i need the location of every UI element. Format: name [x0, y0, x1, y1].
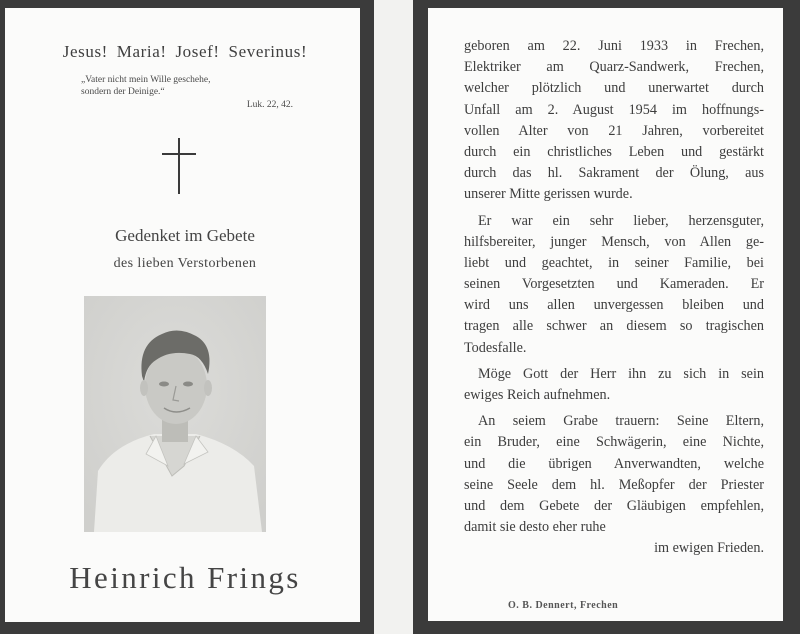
text-line: wird uns allen unvergessen bleiben und — [464, 297, 764, 314]
deceased-name: Heinrich Frings — [69, 560, 301, 595]
text-line: und dem Gebete der Gläubigen empfehlen, — [464, 497, 764, 514]
text-line: unserer Mitte gerissen wurde. — [464, 186, 633, 203]
quote-line: sondern der Deinige.“ — [81, 87, 165, 97]
text-line: Unfall am 2. August 1954 im hoffnungs- — [464, 101, 764, 118]
printer-imprint: O. B. Dennert, Frechen — [508, 600, 619, 611]
text-line: Elektriker am Quarz-Sandwerk, Frechen, — [464, 59, 764, 76]
text-line: und die übrigen Anverwandten, welche — [464, 455, 764, 472]
memorial-subheading: des lieben Verstorbenen — [113, 256, 257, 271]
closing-line: im ewigen Frieden. — [654, 540, 764, 557]
text-line: durch das hl. Sakrament der Ölung, aus — [464, 165, 764, 182]
text-line: durch ein christliches Leben und gestärkt — [464, 143, 764, 160]
text-line: An seiem Grabe trauern: Seine Eltern, — [478, 413, 764, 430]
portrait-photo — [84, 296, 266, 532]
text-line: welcher plötzlich und unerwartet durch — [464, 80, 764, 97]
text-line: tragen alle schwer an diesem so tragischen — [464, 318, 764, 335]
text-line: Er war ein sehr lieber, herzensguter, — [478, 212, 764, 229]
invocation-heading: Jesus! Maria! Josef! Severinus! — [62, 42, 308, 61]
text-line: liebt und geachtet, in seiner Familie, bei — [464, 254, 764, 271]
quote-line: „Vater nicht mein Wille geschehe, — [81, 75, 211, 85]
text-line: damit sie desto eher ruhe — [464, 519, 606, 536]
memorial-card-back — [413, 0, 800, 634]
quote-reference: Luk. 22, 42. — [246, 100, 293, 110]
text-line: geboren am 22. Juni 1933 in Frechen, — [464, 38, 764, 54]
text-line: seine Seele dem hl. Meßopfer der Priester — [464, 476, 764, 493]
memorial-heading: Gedenket im Gebete — [115, 226, 255, 245]
cross-icon — [159, 136, 199, 196]
text-line: ein Bruder, eine Schwägerin, eine Nichte, — [464, 434, 764, 451]
memorial-card-front — [0, 0, 374, 634]
text-line: Möge Gott der Herr ihn zu sich in sein — [478, 365, 764, 382]
text-line: hilfsbereiter, junger Mensch, von Allen ge- — [464, 233, 764, 250]
bible-quote — [81, 74, 291, 98]
text-line: Todesfalle. — [464, 339, 527, 356]
obituary-text — [464, 36, 764, 560]
portrait-illustration — [84, 296, 266, 532]
text-line: vollen Alter von 21 Jahren, vorbereitet — [464, 122, 764, 139]
text-line: ewiges Reich aufnehmen. — [464, 387, 611, 403]
text-line: seinen Vorgesetzten und Kameraden. Er — [464, 276, 764, 293]
